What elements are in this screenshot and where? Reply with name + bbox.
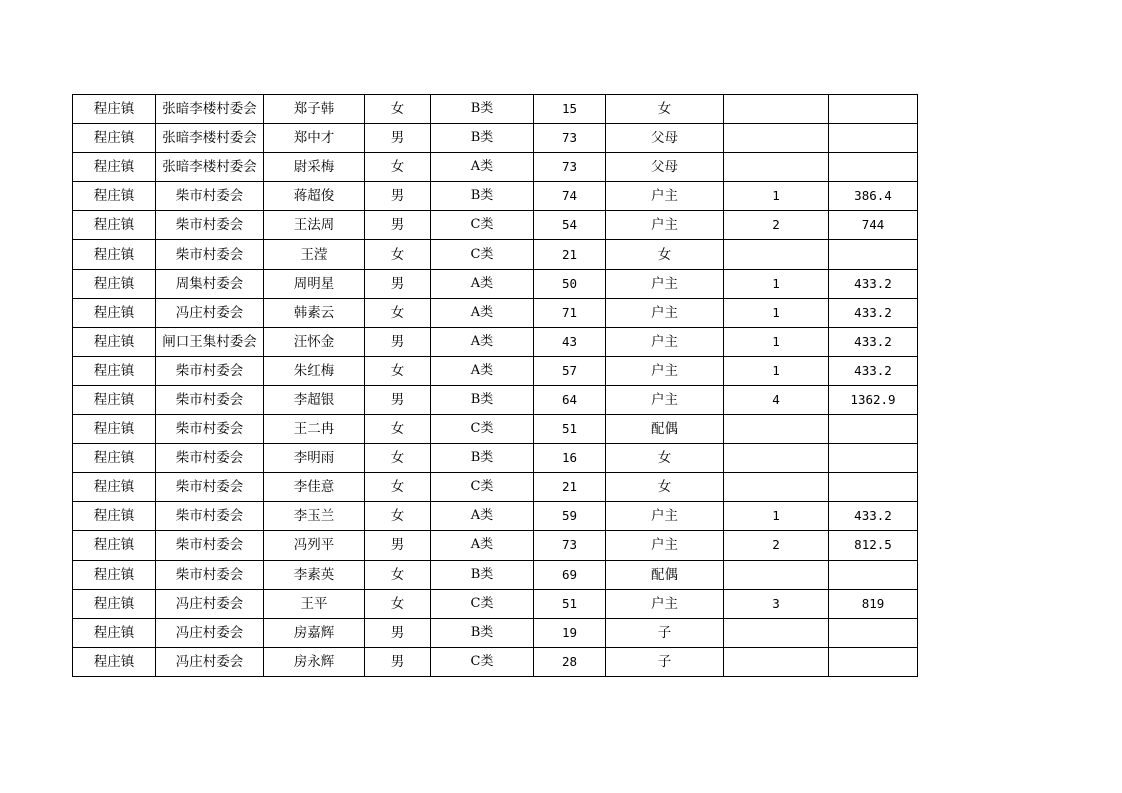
category-cell: A类 (431, 356, 534, 385)
relation-cell: 户主 (606, 211, 724, 240)
name-cell: 王二冉 (264, 415, 365, 444)
table-row (73, 589, 918, 618)
relation-cell: 户主 (606, 589, 724, 618)
age-cell: 16 (534, 444, 606, 473)
table-row (73, 444, 918, 473)
category-cell: B类 (431, 182, 534, 211)
category-cell: A类 (431, 531, 534, 560)
table-row (73, 211, 918, 240)
name-cell: 尉采梅 (264, 153, 365, 182)
category-cell: B类 (431, 385, 534, 414)
table-row (73, 298, 918, 327)
category-cell: B类 (431, 95, 534, 124)
relation-cell: 户主 (606, 182, 724, 211)
category-cell: C类 (431, 211, 534, 240)
name-cell: 王法周 (264, 211, 365, 240)
relation-cell: 户主 (606, 385, 724, 414)
relation-cell: 女 (606, 240, 724, 269)
amount-cell: 433.2 (829, 356, 918, 385)
gender-cell: 女 (365, 240, 431, 269)
amount-cell (829, 618, 918, 647)
village-cell: 冯庄村委会 (156, 647, 264, 676)
village-cell: 张暗李楼村委会 (156, 153, 264, 182)
household-size-cell (724, 473, 829, 502)
table-row (73, 356, 918, 385)
category-cell: C类 (431, 473, 534, 502)
table-row (73, 502, 918, 531)
village-cell: 柴市村委会 (156, 473, 264, 502)
relation-cell: 女 (606, 473, 724, 502)
name-cell: 王平 (264, 589, 365, 618)
name-cell: 房永辉 (264, 647, 365, 676)
village-cell: 柴市村委会 (156, 240, 264, 269)
gender-cell: 女 (365, 95, 431, 124)
village-cell: 柴市村委会 (156, 182, 264, 211)
town-cell: 程庄镇 (73, 298, 156, 327)
town-cell: 程庄镇 (73, 589, 156, 618)
data-table (72, 94, 918, 677)
gender-cell: 女 (365, 502, 431, 531)
gender-cell: 女 (365, 415, 431, 444)
household-size-cell: 1 (724, 327, 829, 356)
age-cell: 51 (534, 589, 606, 618)
amount-cell (829, 560, 918, 589)
category-cell: B类 (431, 444, 534, 473)
name-cell: 蒋超俊 (264, 182, 365, 211)
amount-cell (829, 444, 918, 473)
relation-cell: 子 (606, 647, 724, 676)
town-cell: 程庄镇 (73, 95, 156, 124)
household-size-cell (724, 618, 829, 647)
household-size-cell: 1 (724, 269, 829, 298)
table-row (73, 124, 918, 153)
gender-cell: 男 (365, 211, 431, 240)
age-cell: 54 (534, 211, 606, 240)
household-size-cell: 1 (724, 182, 829, 211)
household-size-cell: 1 (724, 356, 829, 385)
gender-cell: 女 (365, 153, 431, 182)
amount-cell: 819 (829, 589, 918, 618)
age-cell: 74 (534, 182, 606, 211)
household-size-cell: 2 (724, 211, 829, 240)
household-size-cell: 3 (724, 589, 829, 618)
town-cell: 程庄镇 (73, 618, 156, 647)
household-size-cell: 2 (724, 531, 829, 560)
village-cell: 柴市村委会 (156, 415, 264, 444)
town-cell: 程庄镇 (73, 327, 156, 356)
gender-cell: 男 (365, 647, 431, 676)
town-cell: 程庄镇 (73, 211, 156, 240)
age-cell: 21 (534, 240, 606, 269)
table-row (73, 327, 918, 356)
village-cell: 柴市村委会 (156, 211, 264, 240)
relation-cell: 配偶 (606, 560, 724, 589)
amount-cell: 433.2 (829, 502, 918, 531)
table-row (73, 385, 918, 414)
category-cell: A类 (431, 269, 534, 298)
age-cell: 15 (534, 95, 606, 124)
amount-cell (829, 153, 918, 182)
name-cell: 郑子韩 (264, 95, 365, 124)
household-size-cell (724, 240, 829, 269)
table-row (73, 153, 918, 182)
amount-cell (829, 95, 918, 124)
relation-cell: 女 (606, 95, 724, 124)
amount-cell: 812.5 (829, 531, 918, 560)
gender-cell: 男 (365, 385, 431, 414)
household-size-cell (724, 444, 829, 473)
table-row (73, 473, 918, 502)
household-size-cell: 1 (724, 502, 829, 531)
relation-cell: 户主 (606, 327, 724, 356)
age-cell: 59 (534, 502, 606, 531)
relation-cell: 户主 (606, 269, 724, 298)
category-cell: A类 (431, 153, 534, 182)
name-cell: 韩素云 (264, 298, 365, 327)
table-row (73, 647, 918, 676)
relation-cell: 户主 (606, 531, 724, 560)
amount-cell (829, 473, 918, 502)
name-cell: 朱红梅 (264, 356, 365, 385)
category-cell: A类 (431, 298, 534, 327)
category-cell: C类 (431, 240, 534, 269)
amount-cell (829, 240, 918, 269)
relation-cell: 户主 (606, 298, 724, 327)
gender-cell: 男 (365, 269, 431, 298)
age-cell: 51 (534, 415, 606, 444)
village-cell: 柴市村委会 (156, 502, 264, 531)
age-cell: 73 (534, 153, 606, 182)
table-row (73, 618, 918, 647)
town-cell: 程庄镇 (73, 647, 156, 676)
town-cell: 程庄镇 (73, 531, 156, 560)
gender-cell: 男 (365, 531, 431, 560)
age-cell: 64 (534, 385, 606, 414)
age-cell: 71 (534, 298, 606, 327)
household-size-cell (724, 153, 829, 182)
relation-cell: 女 (606, 444, 724, 473)
gender-cell: 男 (365, 124, 431, 153)
age-cell: 19 (534, 618, 606, 647)
amount-cell: 386.4 (829, 182, 918, 211)
name-cell: 房嘉辉 (264, 618, 365, 647)
amount-cell (829, 124, 918, 153)
amount-cell (829, 415, 918, 444)
name-cell: 李明雨 (264, 444, 365, 473)
village-cell: 闸口王集村委会 (156, 327, 264, 356)
table-row (73, 95, 918, 124)
gender-cell: 女 (365, 473, 431, 502)
category-cell: C类 (431, 647, 534, 676)
village-cell: 张暗李楼村委会 (156, 124, 264, 153)
table-row (73, 560, 918, 589)
village-cell: 柴市村委会 (156, 531, 264, 560)
age-cell: 21 (534, 473, 606, 502)
name-cell: 郑中才 (264, 124, 365, 153)
household-size-cell (724, 415, 829, 444)
town-cell: 程庄镇 (73, 124, 156, 153)
category-cell: A类 (431, 502, 534, 531)
town-cell: 程庄镇 (73, 560, 156, 589)
name-cell: 李玉兰 (264, 502, 365, 531)
gender-cell: 女 (365, 356, 431, 385)
category-cell: B类 (431, 560, 534, 589)
amount-cell: 1362.9 (829, 385, 918, 414)
relation-cell: 父母 (606, 124, 724, 153)
age-cell: 73 (534, 124, 606, 153)
town-cell: 程庄镇 (73, 444, 156, 473)
household-size-cell: 1 (724, 298, 829, 327)
age-cell: 69 (534, 560, 606, 589)
gender-cell: 男 (365, 618, 431, 647)
amount-cell: 744 (829, 211, 918, 240)
name-cell: 李超银 (264, 385, 365, 414)
age-cell: 28 (534, 647, 606, 676)
name-cell: 王滢 (264, 240, 365, 269)
relation-cell: 子 (606, 618, 724, 647)
gender-cell: 女 (365, 589, 431, 618)
gender-cell: 女 (365, 444, 431, 473)
table-row (73, 415, 918, 444)
gender-cell: 男 (365, 182, 431, 211)
age-cell: 73 (534, 531, 606, 560)
town-cell: 程庄镇 (73, 502, 156, 531)
village-cell: 冯庄村委会 (156, 618, 264, 647)
category-cell: C类 (431, 415, 534, 444)
town-cell: 程庄镇 (73, 473, 156, 502)
village-cell: 张暗李楼村委会 (156, 95, 264, 124)
amount-cell: 433.2 (829, 298, 918, 327)
town-cell: 程庄镇 (73, 240, 156, 269)
relation-cell: 户主 (606, 502, 724, 531)
household-size-cell (724, 560, 829, 589)
age-cell: 57 (534, 356, 606, 385)
gender-cell: 男 (365, 327, 431, 356)
category-cell: B类 (431, 124, 534, 153)
relation-cell: 配偶 (606, 415, 724, 444)
table-row (73, 269, 918, 298)
amount-cell: 433.2 (829, 269, 918, 298)
village-cell: 柴市村委会 (156, 385, 264, 414)
household-size-cell (724, 95, 829, 124)
name-cell: 李素英 (264, 560, 365, 589)
table-body (73, 95, 918, 677)
village-cell: 冯庄村委会 (156, 589, 264, 618)
amount-cell (829, 647, 918, 676)
name-cell: 李佳意 (264, 473, 365, 502)
town-cell: 程庄镇 (73, 153, 156, 182)
relation-cell: 父母 (606, 153, 724, 182)
household-size-cell: 4 (724, 385, 829, 414)
gender-cell: 女 (365, 560, 431, 589)
table-row (73, 182, 918, 211)
village-cell: 冯庄村委会 (156, 298, 264, 327)
age-cell: 50 (534, 269, 606, 298)
relation-cell: 户主 (606, 356, 724, 385)
household-size-cell (724, 124, 829, 153)
town-cell: 程庄镇 (73, 269, 156, 298)
village-cell: 周集村委会 (156, 269, 264, 298)
name-cell: 冯列平 (264, 531, 365, 560)
village-cell: 柴市村委会 (156, 560, 264, 589)
category-cell: B类 (431, 618, 534, 647)
table-row (73, 531, 918, 560)
name-cell: 汪怀金 (264, 327, 365, 356)
gender-cell: 女 (365, 298, 431, 327)
table-row (73, 240, 918, 269)
household-size-cell (724, 647, 829, 676)
village-cell: 柴市村委会 (156, 444, 264, 473)
town-cell: 程庄镇 (73, 415, 156, 444)
category-cell: A类 (431, 327, 534, 356)
amount-cell: 433.2 (829, 327, 918, 356)
age-cell: 43 (534, 327, 606, 356)
town-cell: 程庄镇 (73, 182, 156, 211)
town-cell: 程庄镇 (73, 356, 156, 385)
category-cell: C类 (431, 589, 534, 618)
town-cell: 程庄镇 (73, 385, 156, 414)
village-cell: 柴市村委会 (156, 356, 264, 385)
name-cell: 周明星 (264, 269, 365, 298)
